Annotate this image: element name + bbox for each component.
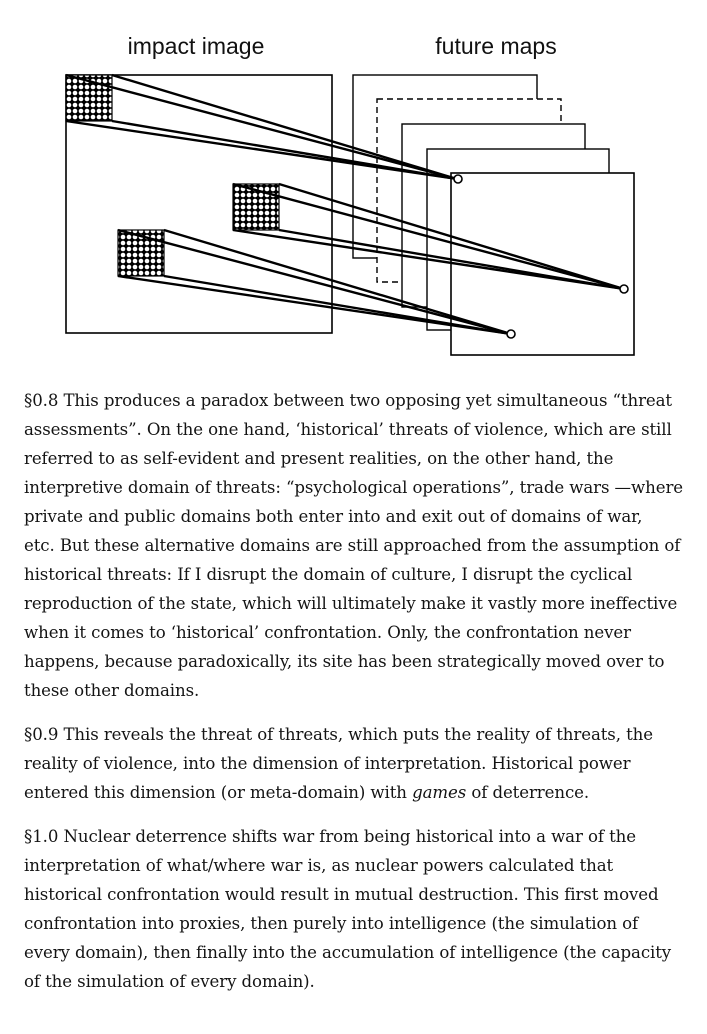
conv-diagram	[0, 0, 707, 370]
endpoint-dot	[507, 330, 515, 338]
paragraph-0-8: §0.8 This produces a paradox between two opposing yet simultaneous “threat assessments”. On the one hand, ‘historical’ threats of violence, which are still referred to as self-evident and present realities, on the other hand, the interpretive domain of threats: “psychological operations”, trade wars —where private and public domains both enter into and exit out of domains of war, etc. But these alternative domains are still approached from the assumption of historical threats: If I disrupt the domain of culture, I disrupt the cyclical reproduction of the state, which will ultimately make it vastly more ineffective when it comes to ‘historical’ confrontation. Only, the confrontation never happens, because paradoxically, its site has been strategically moved over to these other domains.	[24, 391, 684, 700]
paragraph-1-0: §1.0 Nuclear deterrence shifts war from being historical into a war of the interpretation of what/where war is, as nuclear powers calculated that historical confrontation would result in mutual destruction. This first moved confrontation into proxies, then purely into intelligence (the simulation of every domain), then finally into the accumulation of intelligence (the capacity of the simulation of every domain).	[24, 827, 672, 991]
diagram-figure	[0, 0, 707, 370]
future-maps-label: future maps	[435, 33, 557, 59]
impact-image-label: impact image	[127, 33, 265, 59]
article-body	[24, 386, 690, 1011]
endpoint-dot	[620, 285, 628, 293]
endpoint-dot	[454, 175, 462, 183]
games-italic: games	[412, 783, 467, 802]
paragraph-0-9: §0.9 This reveals the threat of threats, which puts the reality of threats, the reality of violence, into the dimension of interpretation. Historical power entered this dimension (or meta-domain) with games of deterrence.	[24, 725, 653, 802]
